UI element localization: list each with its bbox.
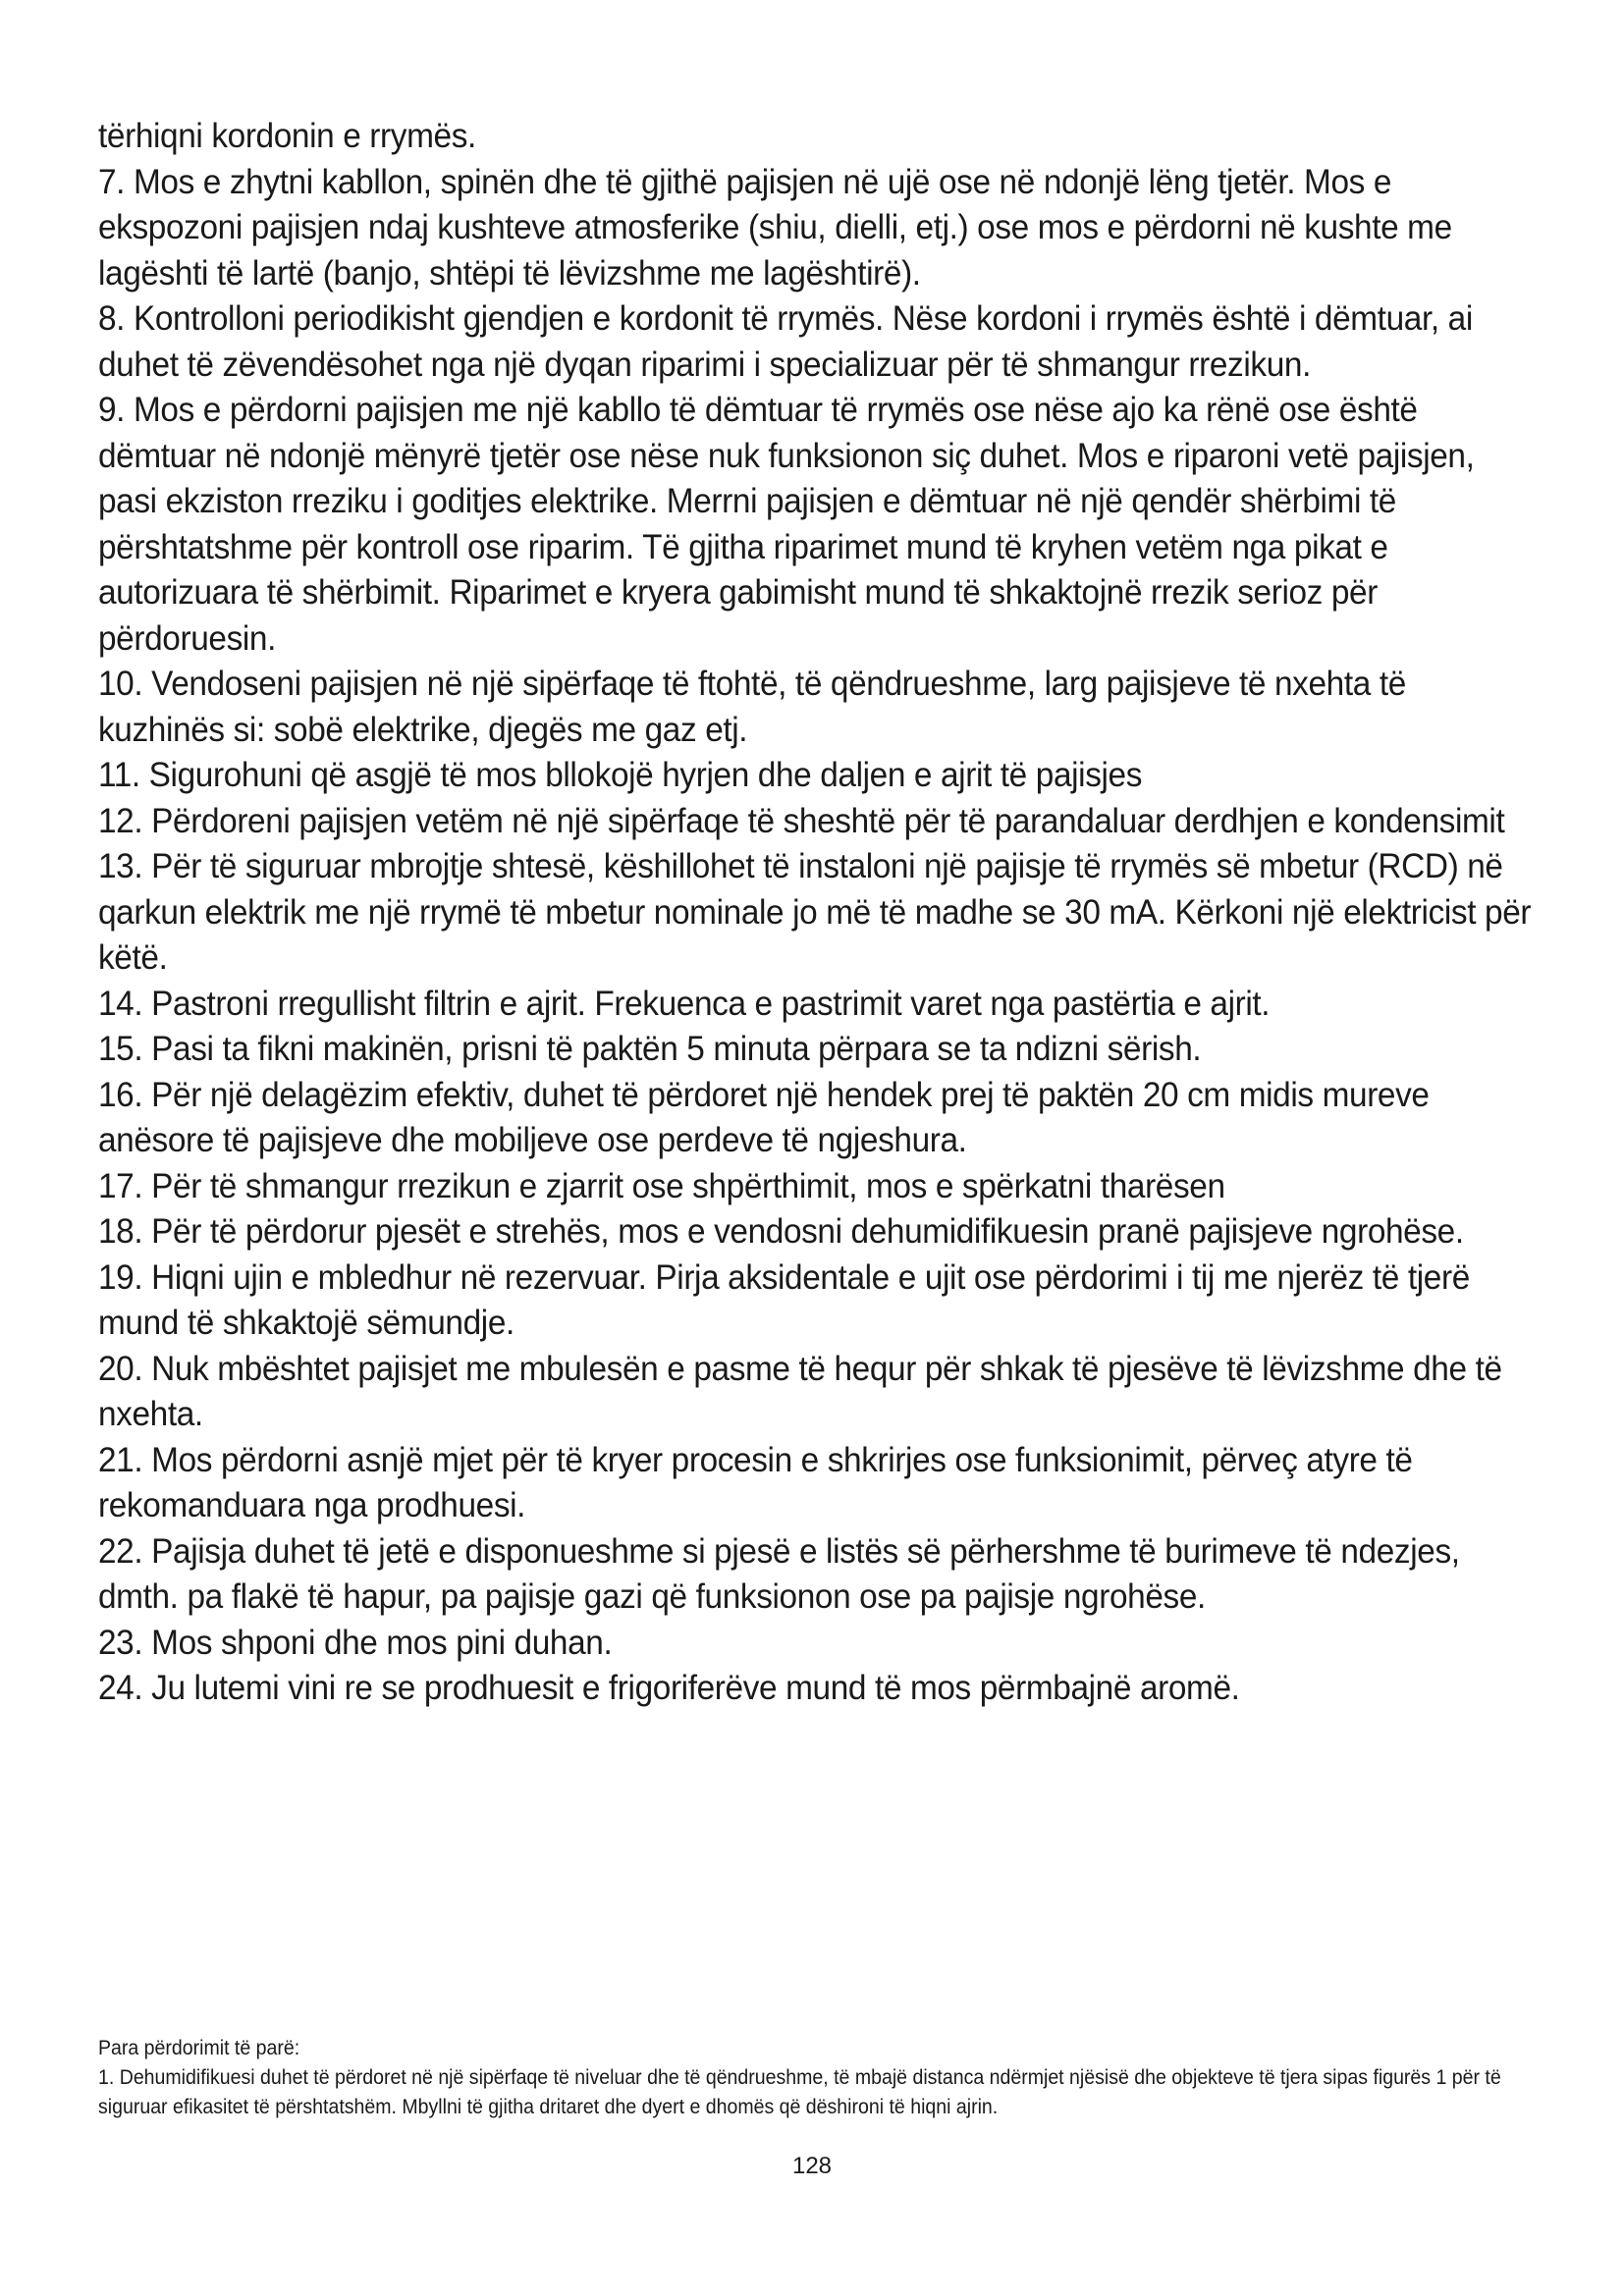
instruction-item-7: 7. Mos e zhytni kabllon, spinën dhe të gjithë pajisjen në ujë ose në ndonjë lëng tjetër. Mos e ekspozoni pajisjen ndaj kushteve atmosferike (shiu, dielli, etj.) ose mos e përdorni në kushte me lagështi të lartë (banjo, shtëpi të lëvizshme me lagështirë). (98, 161, 1452, 293)
instruction-item-18: 18. Për të përdorur pjesët e strehës, mos e vendosni dehumidifikuesin pranë pajisjeve ngrohëse. (98, 1211, 1464, 1251)
page-number: 128 (791, 2153, 833, 2179)
before-first-use-text: 1. Dehumidifikuesi duhet të përdoret në një sipërfaqe të niveluar dhe të qëndrueshme, të mbajë distanca ndërmjet njësisë dhe objekteve të tjera sipas figurës 1 për të siguruar efikasitet të përshtatshëm. Mbyllni të gjitha dritaret dhe dyert e dhomës që dëshironi të hiqni ajrin. (98, 2066, 1501, 2118)
instruction-item-12: 12. Përdoreni pajisjen vetëm në një sipërfaqe të sheshtë për të parandaluar derdhjen e kondensimit (98, 800, 1505, 840)
instruction-item-23: 23. Mos shponi dhe mos pini duhan. (98, 1622, 613, 1662)
before-first-use-section (98, 2034, 1542, 2122)
instruction-item-21: 21. Mos përdorni asnjë mjet për të kryer procesin e shkrirjes ose funksionimit, përveç atyre të rekomanduara nga prodhuesi. (98, 1439, 1413, 1524)
instruction-item-6-continued: tërhiqni kordonin e rrymës. (98, 116, 476, 155)
instruction-item-22: 22. Pajisja duhet të jetë e disponueshme si pjesë e listës së përhershme të burimeve të ndezjes, dmth. pa flakë të hapur, pa pajisje gazi që funksionon ose pa pajisje ngrohëse. (98, 1530, 1460, 1616)
instructions-body (98, 113, 1542, 1711)
instruction-item-14: 14. Pastroni rregullisht filtrin e ajrit. Frekuenca e pastrimit varet nga pastërtia e ajrit. (98, 983, 1271, 1023)
instruction-item-11: 11. Sigurohuni që asgjë të mos bllokojë hyrjen dhe daljen e ajrit të pajisjes (98, 755, 1143, 794)
instruction-item-20: 20. Nuk mbështet pajisjet me mbulesën e pasme të hequr për shkak të pjesëve të lëvizshme dhe të nxehta. (98, 1348, 1502, 1433)
instruction-item-13: 13. Për të siguruar mbrojtje shtesë, këshillohet të instaloni një pajisje të rrymës së mbetur (RCD) në qarkun elektrik me një rrymë të mbetur nominale jo më të madhe se 30 mA. Kërkoni një elektricist për këtë. (98, 846, 1532, 977)
instruction-item-8: 8. Kontrolloni periodikisht gjendjen e kordonit të rrymës. Nëse kordoni i rrymës është i dëmtuar, ai duhet të zëvendësohet nga një dyqan riparimi i specializuar për të shmangur rrezikun. (98, 298, 1473, 384)
instruction-item-16: 16. Për një delagëzim efektiv, duhet të përdoret një hendek prej të paktën 20 cm midis mureve anësore të pajisjeve dhe mobiljeve ose perdeve të ngjeshura. (98, 1074, 1430, 1159)
instruction-item-17: 17. Për të shmangur rrezikun e zjarrit ose shpërthimit, mos e spërkatni tharësen (98, 1165, 1225, 1205)
instruction-item-10: 10. Vendoseni pajisjen në një sipërfaqe të ftohtë, të qëndrueshme, larg pajisjeve të nxehta të kuzhinës si: sobë elektrike, djegës me gaz etj. (98, 664, 1406, 749)
instruction-item-9: 9. Mos e përdorni pajisjen me një kabllo të dëmtuar të rrymës ose nëse ajo ka rënë ose është dëmtuar në ndonjë mënyrë tjetër ose nëse nuk funksionon siç duhet. Mos e riparoni vetë pajisjen, pasi ekziston rreziku i goditjes elektrike. Merrni pajisjen e dëmtuar në një qendër shërbimi të përshtatshme për kontroll ose riparim. Të gjitha riparimet mund të kryhen vetëm nga pikat e autorizuara të shërbimit. Riparimet e kryera gabimisht mund të shkaktojnë rrezik serioz për përdoruesin. (98, 390, 1475, 658)
instruction-item-15: 15. Pasi ta fikni makinën, prisni të paktën 5 minuta përpara se ta ndizni sërish. (98, 1029, 1202, 1068)
instruction-item-19: 19. Hiqni ujin e mbledhur në rezervuar. Pirja aksidentale e ujit ose përdorimi i tij me njerëz të tjerë mund të shkaktojë sëmundje. (98, 1256, 1470, 1342)
instruction-item-24: 24. Ju lutemi vini re se prodhuesit e frigoriferëve mund të mos përmbajnë aromë. (98, 1668, 1240, 1707)
before-first-use-heading: Para përdorimit të parë: (98, 2037, 300, 2059)
